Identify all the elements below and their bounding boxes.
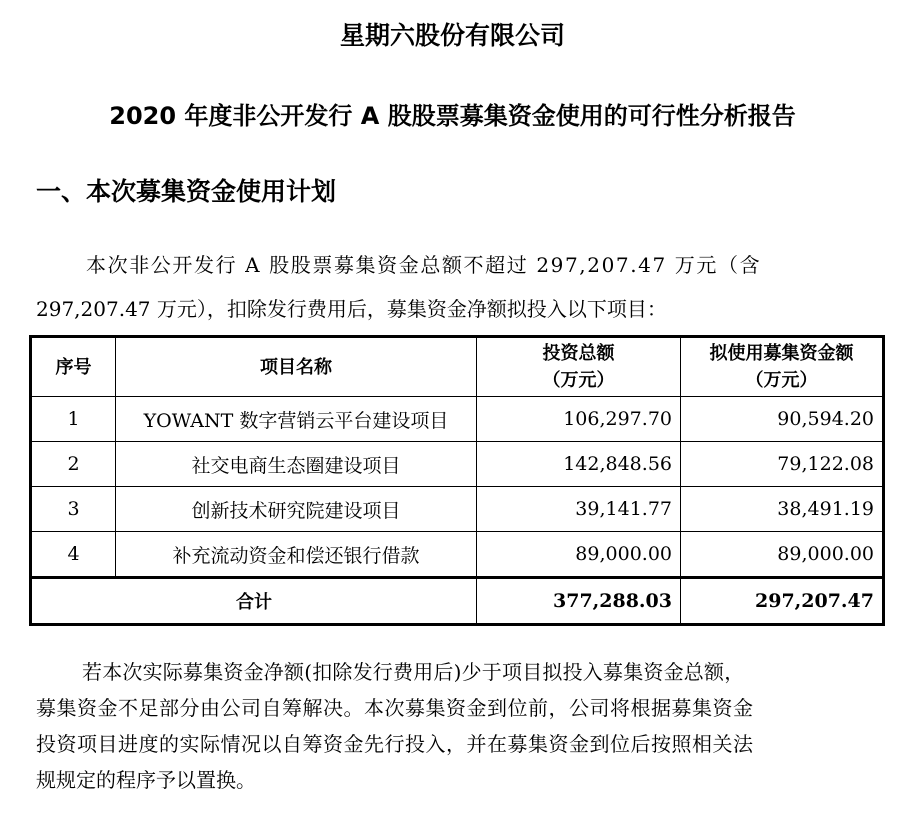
table-row	[31, 487, 884, 532]
row-project-name: 社交电商生态圈建设项目	[116, 442, 477, 487]
fund-usage-table	[29, 335, 885, 626]
table-total-row	[31, 578, 884, 625]
report-title: 2020 年度非公开发行 A 股股票募集资金使用的可行性分析报告	[109, 102, 796, 130]
row-total-investment: 39,141.77	[477, 487, 681, 532]
row-seq: 3	[31, 487, 116, 532]
header-project-name: 项目名称	[116, 337, 477, 397]
closing-paragraph	[36, 654, 881, 798]
table-row	[31, 442, 884, 487]
row-seq: 4	[31, 532, 116, 578]
table-row	[31, 397, 884, 442]
total-raised-funds-sum: 297,207.47	[681, 578, 884, 625]
closing-paragraph-line-2: 募集资金不足部分由公司自筹解决。本次募集资金到位前，公司将根据募集资金	[36, 696, 754, 720]
closing-paragraph-line-1: 若本次实际募集资金净额(扣除发行费用后)少于项目拟投入募集资金总额，	[82, 660, 745, 684]
row-project-name: 补充流动资金和偿还银行借款	[116, 532, 477, 578]
row-total-investment: 142,848.56	[477, 442, 681, 487]
row-project-name: YOWANT 数字营销云平台建设项目	[116, 397, 477, 442]
closing-paragraph-line-4: 规规定的程序予以置换。	[36, 768, 256, 792]
total-investment-sum: 377,288.03	[477, 578, 681, 625]
section-heading: 一、本次募集资金使用计划	[36, 177, 337, 206]
company-name: 星期六股份有限公司	[339, 21, 565, 50]
row-seq: 1	[31, 397, 116, 442]
intro-paragraph-line-1: 本次非公开发行 A 股股票募集资金总额不超过 297,207.47 万元（含	[86, 253, 762, 277]
header-total-investment	[477, 337, 681, 397]
row-total-investment: 106,297.70	[477, 397, 681, 442]
header-seq: 序号	[31, 337, 116, 397]
total-label: 合计	[31, 578, 477, 625]
table-row	[31, 532, 884, 578]
row-seq: 2	[31, 442, 116, 487]
row-project-name: 创新技术研究院建设项目	[116, 487, 477, 532]
header-total-investment-unit: （万元）	[542, 370, 615, 391]
row-raised-funds: 89,000.00	[681, 532, 884, 578]
header-raised-funds-label: 拟使用募集资金额	[709, 343, 854, 364]
table-header-row	[31, 337, 884, 397]
closing-paragraph-line-3: 投资项目进度的实际情况以自筹资金先行投入，并在募集资金到位后按照相关法	[36, 732, 754, 756]
row-raised-funds: 79,122.08	[681, 442, 884, 487]
row-raised-funds: 38,491.19	[681, 487, 884, 532]
intro-paragraph-line-2: 297,207.47 万元），扣除发行费用后，募集资金净额拟投入以下项目：	[36, 297, 667, 321]
header-raised-funds-unit: （万元）	[745, 370, 818, 391]
header-total-investment-label: 投资总额	[542, 343, 615, 364]
row-total-investment: 89,000.00	[477, 532, 681, 578]
header-raised-funds	[681, 337, 884, 397]
row-raised-funds: 90,594.20	[681, 397, 884, 442]
